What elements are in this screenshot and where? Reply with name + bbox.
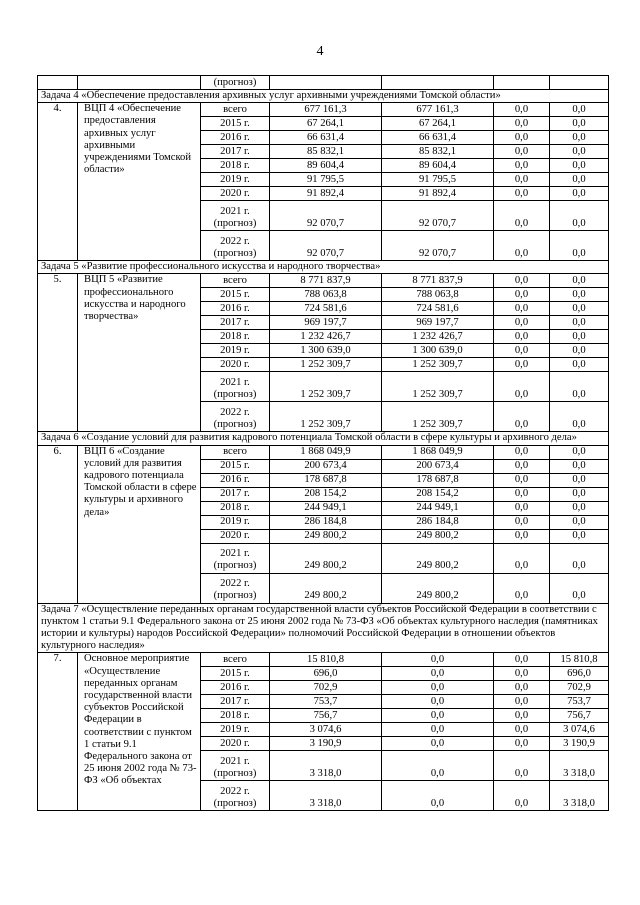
program-name: ВЦП 6 «Создание условий для развития кадрового потенциала Томской области в сфере культуры и архивного дела»	[78, 445, 201, 603]
value-cell: 0,0	[550, 358, 609, 372]
year-cell: 2016 г.	[201, 473, 270, 487]
value-cell: 92 070,7	[382, 201, 494, 231]
value-cell: 0,0	[494, 288, 550, 302]
value-cell: 0,0	[550, 473, 609, 487]
value-cell: 92 070,7	[270, 201, 382, 231]
task-header-row	[38, 603, 609, 653]
year-cell: всего	[201, 274, 270, 288]
value-cell: 85 832,1	[382, 145, 494, 159]
value-cell: 0,0	[382, 781, 494, 811]
value-cell: 0,0	[494, 344, 550, 358]
year-cell: (прогноз)	[201, 76, 270, 90]
table-row	[38, 103, 609, 117]
table-row	[38, 274, 609, 288]
value-cell: 0,0	[382, 653, 494, 667]
year-cell: 2021 г. (прогноз)	[201, 543, 270, 573]
value-cell: 788 063,8	[382, 288, 494, 302]
value-cell: 753,7	[550, 695, 609, 709]
value-cell: 0,0	[494, 543, 550, 573]
year-cell: 2016 г.	[201, 131, 270, 145]
year-cell: 2022 г. (прогноз)	[201, 573, 270, 603]
item-number: 6.	[38, 445, 78, 603]
year-cell: 2019 г.	[201, 173, 270, 187]
year-cell: 2020 г.	[201, 737, 270, 751]
value-cell: 677 161,3	[270, 103, 382, 117]
value-cell: 3 318,0	[270, 781, 382, 811]
value-cell: 3 318,0	[550, 781, 609, 811]
value-cell: 0,0	[494, 723, 550, 737]
value-cell: 92 070,7	[270, 231, 382, 261]
value-cell: 0,0	[494, 145, 550, 159]
value-cell: 66 631,4	[270, 131, 382, 145]
year-cell: 2020 г.	[201, 358, 270, 372]
value-cell: 0,0	[382, 723, 494, 737]
value-cell: 0,0	[494, 103, 550, 117]
item-number: 4.	[38, 103, 78, 261]
value-cell: 0,0	[382, 737, 494, 751]
value-cell: 696,0	[550, 667, 609, 681]
year-cell: 2018 г.	[201, 709, 270, 723]
year-cell: 2021 г. (прогноз)	[201, 201, 270, 231]
value-cell: 1 868 049,9	[270, 445, 382, 459]
year-cell: 2018 г.	[201, 159, 270, 173]
value-cell: 0,0	[550, 515, 609, 529]
value-cell: 0,0	[382, 709, 494, 723]
value-cell: 0,0	[494, 445, 550, 459]
value-cell: 85 832,1	[270, 145, 382, 159]
value-cell: 0,0	[550, 302, 609, 316]
value-cell: 89 604,4	[382, 159, 494, 173]
value-cell: 0,0	[494, 529, 550, 543]
value-cell: 1 252 309,7	[270, 358, 382, 372]
table-row	[38, 445, 609, 459]
value-cell: 0,0	[494, 330, 550, 344]
value-cell: 702,9	[550, 681, 609, 695]
value-cell: 200 673,4	[382, 459, 494, 473]
value-cell: 0,0	[494, 681, 550, 695]
table-body	[38, 76, 609, 811]
value-cell: 286 184,8	[270, 515, 382, 529]
value-cell: 0,0	[550, 201, 609, 231]
value-cell: 3 190,9	[550, 737, 609, 751]
value-cell: 1 252 309,7	[382, 402, 494, 432]
year-cell: 2015 г.	[201, 117, 270, 131]
value-cell: 0,0	[550, 117, 609, 131]
value-cell: 8 771 837,9	[270, 274, 382, 288]
value-cell: 0,0	[550, 288, 609, 302]
value-cell: 249 800,2	[270, 573, 382, 603]
task-title: Задача 6 «Создание условий для развития кадрового потенциала Томской области в сфере культуры и архивного дела»	[38, 432, 609, 445]
program-name: Основное мероприятие «Осуществление переданных органам государственной власти субъектов Российской Федерации в соответствии с пунктом 1 статьи 9.1 Федерального закона от 25 июня 2002 года № 73-ФЗ «Об объектах	[78, 653, 201, 811]
table-row	[38, 76, 609, 90]
value-cell: 0,0	[494, 653, 550, 667]
page-number: 4	[316, 44, 324, 59]
value-cell: 0,0	[494, 173, 550, 187]
value-cell: 0,0	[494, 501, 550, 515]
value-cell: 756,7	[270, 709, 382, 723]
value-cell: 1 252 309,7	[270, 372, 382, 402]
value-cell: 286 184,8	[382, 515, 494, 529]
year-cell: 2017 г.	[201, 695, 270, 709]
value-cell: 677 161,3	[382, 103, 494, 117]
task-title: Задача 5 «Развитие профессионального искусства и народного творчества»	[38, 261, 609, 274]
task-header-row	[38, 261, 609, 274]
value-cell: 208 154,2	[270, 487, 382, 501]
year-cell: 2016 г.	[201, 302, 270, 316]
value-cell: 0,0	[550, 372, 609, 402]
value-cell: 0,0	[550, 231, 609, 261]
value-cell: 0,0	[494, 667, 550, 681]
budget-table	[37, 75, 609, 811]
value-cell: 0,0	[550, 543, 609, 573]
value-cell: 249 800,2	[382, 573, 494, 603]
value-cell: 8 771 837,9	[382, 274, 494, 288]
value-cell: 0,0	[494, 459, 550, 473]
year-cell: 2022 г. (прогноз)	[201, 231, 270, 261]
value-cell: 0,0	[550, 274, 609, 288]
value-cell: 0,0	[494, 117, 550, 131]
program-name: ВЦП 5 «Развитие профессионального искусства и народного творчества»	[78, 274, 201, 432]
value-cell: 0,0	[494, 131, 550, 145]
value-cell: 0,0	[494, 402, 550, 432]
value-cell: 91 795,5	[382, 173, 494, 187]
year-cell: 2015 г.	[201, 288, 270, 302]
value-cell: 0,0	[550, 316, 609, 330]
value-cell: 0,0	[494, 358, 550, 372]
value-cell: 0,0	[494, 487, 550, 501]
value-cell: 1 252 309,7	[270, 402, 382, 432]
value-cell: 1 232 426,7	[382, 330, 494, 344]
value-cell: 1 300 639,0	[382, 344, 494, 358]
value-cell: 0,0	[550, 487, 609, 501]
value-cell: 1 252 309,7	[382, 358, 494, 372]
value-cell: 66 631,4	[382, 131, 494, 145]
value-cell: 0,0	[494, 201, 550, 231]
value-cell: 1 252 309,7	[382, 372, 494, 402]
value-cell: 0,0	[382, 751, 494, 781]
value-cell: 0,0	[494, 751, 550, 781]
value-cell: 178 687,8	[382, 473, 494, 487]
task-header-row	[38, 90, 609, 103]
year-cell: 2021 г. (прогноз)	[201, 751, 270, 781]
value-cell: 788 063,8	[270, 288, 382, 302]
value-cell: 244 949,1	[382, 501, 494, 515]
value-cell: 753,7	[270, 695, 382, 709]
value-cell: 0,0	[550, 187, 609, 201]
year-cell: 2019 г.	[201, 723, 270, 737]
value-cell: 0,0	[550, 145, 609, 159]
year-cell: всего	[201, 653, 270, 667]
value-cell: 91 892,4	[270, 187, 382, 201]
value-cell: 0,0	[550, 402, 609, 432]
value-cell: 249 800,2	[382, 529, 494, 543]
value-cell: 969 197,7	[270, 316, 382, 330]
value-cell: 200 673,4	[270, 459, 382, 473]
value-cell: 0,0	[550, 344, 609, 358]
value-cell: 0,0	[550, 459, 609, 473]
value-cell: 0,0	[382, 681, 494, 695]
year-cell: 2021 г. (прогноз)	[201, 372, 270, 402]
value-cell: 0,0	[494, 515, 550, 529]
value-cell: 0,0	[550, 330, 609, 344]
value-cell: 3 318,0	[270, 751, 382, 781]
value-cell: 249 800,2	[382, 543, 494, 573]
task-title: Задача 4 «Обеспечение предоставления архивных услуг архивными учреждениями Томской области»	[38, 90, 609, 103]
year-cell: всего	[201, 103, 270, 117]
year-cell: всего	[201, 445, 270, 459]
value-cell: 0,0	[550, 529, 609, 543]
value-cell: 0,0	[494, 316, 550, 330]
item-number: 7.	[38, 653, 78, 811]
value-cell: 0,0	[550, 501, 609, 515]
value-cell: 0,0	[550, 573, 609, 603]
value-cell: 0,0	[550, 103, 609, 117]
value-cell: 67 264,1	[270, 117, 382, 131]
year-cell: 2020 г.	[201, 529, 270, 543]
value-cell: 1 868 049,9	[382, 445, 494, 459]
value-cell: 0,0	[494, 737, 550, 751]
value-cell: 1 300 639,0	[270, 344, 382, 358]
program-name: ВЦП 4 «Обеспечение предоставления архивных услуг архивными учреждениями Томской области»	[78, 103, 201, 261]
year-cell: 2020 г.	[201, 187, 270, 201]
value-cell: 91 795,5	[270, 173, 382, 187]
value-cell: 969 197,7	[382, 316, 494, 330]
value-cell: 244 949,1	[270, 501, 382, 515]
task-title: Задача 7 «Осуществление переданных органам государственной власти субъектов Российской Федерации в соответствии с пунктом 1 статьи 9.1 Федерального закона от 25 июня 2002 года № 73-ФЗ «Об объектах культурного наследия (памятниках истории и культуры) народов Российской Федерации» полномочий Российской Федерации в отношении объектов культурного наследия»	[38, 603, 609, 653]
value-cell: 0,0	[550, 445, 609, 459]
value-cell: 724 581,6	[382, 302, 494, 316]
year-cell: 2022 г. (прогноз)	[201, 781, 270, 811]
value-cell: 0,0	[494, 159, 550, 173]
value-cell: 0,0	[550, 131, 609, 145]
value-cell: 0,0	[494, 781, 550, 811]
value-cell: 0,0	[494, 274, 550, 288]
value-cell: 67 264,1	[382, 117, 494, 131]
value-cell: 208 154,2	[382, 487, 494, 501]
value-cell: 724 581,6	[270, 302, 382, 316]
value-cell: 0,0	[550, 173, 609, 187]
value-cell: 0,0	[494, 709, 550, 723]
year-cell: 2017 г.	[201, 145, 270, 159]
year-cell: 2016 г.	[201, 681, 270, 695]
value-cell: 0,0	[494, 187, 550, 201]
value-cell: 0,0	[494, 473, 550, 487]
value-cell: 249 800,2	[270, 529, 382, 543]
year-cell: 2018 г.	[201, 330, 270, 344]
value-cell: 756,7	[550, 709, 609, 723]
year-cell: 2015 г.	[201, 459, 270, 473]
year-cell: 2017 г.	[201, 316, 270, 330]
value-cell: 0,0	[494, 302, 550, 316]
value-cell: 0,0	[494, 231, 550, 261]
value-cell: 89 604,4	[270, 159, 382, 173]
item-number: 5.	[38, 274, 78, 432]
value-cell: 0,0	[382, 667, 494, 681]
year-cell: 2017 г.	[201, 487, 270, 501]
value-cell: 15 810,8	[270, 653, 382, 667]
value-cell: 702,9	[270, 681, 382, 695]
year-cell: 2018 г.	[201, 501, 270, 515]
value-cell: 3 190,9	[270, 737, 382, 751]
year-cell: 2015 г.	[201, 667, 270, 681]
value-cell: 178 687,8	[270, 473, 382, 487]
value-cell: 0,0	[494, 573, 550, 603]
task-header-row	[38, 432, 609, 445]
table-row	[38, 653, 609, 667]
value-cell: 91 892,4	[382, 187, 494, 201]
value-cell: 3 318,0	[550, 751, 609, 781]
value-cell: 249 800,2	[270, 543, 382, 573]
value-cell: 92 070,7	[382, 231, 494, 261]
value-cell: 15 810,8	[550, 653, 609, 667]
value-cell: 0,0	[494, 695, 550, 709]
value-cell: 0,0	[382, 695, 494, 709]
year-cell: 2022 г. (прогноз)	[201, 402, 270, 432]
value-cell: 0,0	[550, 159, 609, 173]
value-cell: 0,0	[494, 372, 550, 402]
value-cell: 696,0	[270, 667, 382, 681]
year-cell: 2019 г.	[201, 344, 270, 358]
year-cell: 2019 г.	[201, 515, 270, 529]
value-cell: 1 232 426,7	[270, 330, 382, 344]
value-cell: 3 074,6	[270, 723, 382, 737]
value-cell: 3 074,6	[550, 723, 609, 737]
